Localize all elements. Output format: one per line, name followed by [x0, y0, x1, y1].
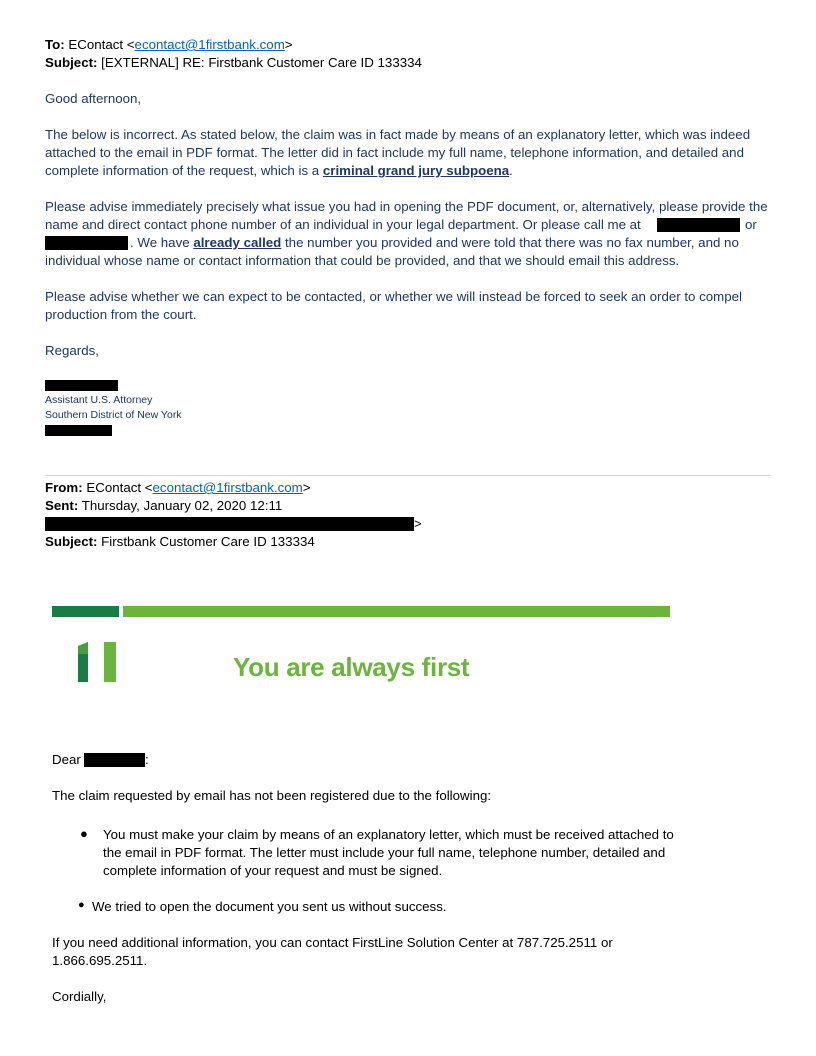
p2-line4: individual whose name or contact information that could be provided, and that we should email this address. — [45, 253, 680, 268]
from-label: From: — [45, 480, 83, 495]
dear-text: Dear — [52, 752, 81, 767]
p1-line3-end: . — [509, 163, 513, 178]
subject-text: [EXTERNAL] RE: Firstbank Customer Care ID 133334 — [101, 55, 422, 70]
p2-line2 — [45, 216, 641, 234]
original-subject-line — [45, 533, 315, 551]
redaction-signer-name — [45, 380, 118, 391]
from-email-link[interactable]: econtact@1firstbank.com — [152, 480, 303, 495]
bullet-1-line1: You must make your claim by means of an explanatory letter, which must be received attached to — [103, 827, 674, 842]
to-close: > — [284, 37, 293, 52]
signature-office: Southern District of New York — [45, 409, 182, 421]
p1-line3-text: complete information of the request, which is a — [45, 163, 323, 178]
subpoena-link[interactable]: criminal grand jury subpoena — [322, 163, 510, 178]
already-called-link[interactable]: already called — [193, 235, 282, 250]
info-line1: If you need additional information, you can contact FirstLine Solution Center at 787.725.2511 or — [52, 935, 613, 950]
p2-line2-text: name and direct contact phone number of an individual in your legal department. Or please call me at — [45, 217, 641, 232]
letter-closing: Cordially, — [52, 989, 107, 1004]
redaction-signature-extra — [45, 425, 112, 436]
sent-text: Thursday, January 02, 2020 12:11 — [81, 498, 283, 513]
from-close: > — [302, 480, 311, 495]
p1-line3 — [45, 162, 513, 180]
sent-line — [45, 497, 282, 515]
intro-line: The claim requested by email has not been registered due to the following: — [52, 788, 492, 803]
bullet-2-dot: ● — [78, 899, 85, 911]
from-name: EContact < — [86, 480, 153, 495]
info-line2: 1.866.695.2511. — [52, 953, 148, 968]
p2-line3-text: . We have — [130, 235, 194, 250]
p1-line1: The below is incorrect. As stated below, the claim was in fact made by means of an explanatory letter, which was indeed — [45, 127, 751, 142]
from-line — [45, 479, 311, 497]
closing: Regards, — [45, 343, 99, 358]
redaction-phone-1 — [657, 218, 740, 232]
signature-title: Assistant U.S. Attorney — [45, 394, 153, 406]
slogan: You are always first — [233, 652, 470, 682]
original-subject-label: Subject: — [45, 534, 98, 549]
bullet-1-line2: the email in PDF format. The letter must include your full name, telephone number, detailed and — [103, 845, 666, 860]
sent-label: Sent: — [45, 498, 79, 513]
p1-line2: attached to the email in PDF format. The letter did in fact include my full name, telephone information, and detailed and — [45, 145, 744, 160]
firstbank-logo-icon — [78, 642, 118, 685]
redaction-recipient — [45, 517, 414, 531]
brand-bar-dark — [52, 606, 119, 617]
original-subject-text: Firstbank Customer Care ID 133334 — [101, 534, 315, 549]
p3-line1: Please advise whether we can expect to be contacted, or whether we will instead be forced to seek an order to compel — [45, 289, 743, 304]
subject-line — [45, 54, 422, 72]
bullet-1-line3: complete information of your request and must be signed. — [103, 863, 443, 878]
p2-line3-end: the number you provided and were told that there was no fax number, and no — [281, 235, 739, 250]
p2-line1: Please advise immediately precisely what issue you had in opening the PDF document, or, alternatively, please provide the — [45, 199, 768, 214]
p2-line3 — [130, 234, 739, 252]
p3-line2: production from the court. — [45, 307, 197, 322]
message-divider — [45, 475, 771, 476]
bullet-2-text: We tried to open the document you sent us without success. — [92, 899, 447, 914]
redaction-addressee — [84, 753, 145, 767]
dear-colon: : — [145, 752, 149, 767]
dear-line — [52, 751, 81, 769]
redaction-phone-2 — [45, 236, 128, 250]
to-name: EContact < — [68, 37, 135, 52]
p2-line2-or: or — [745, 217, 757, 232]
to-line — [45, 36, 293, 54]
greeting: Good afternoon, — [45, 91, 142, 106]
bullet-1-dot: ● — [80, 826, 88, 841]
to-label: To: — [45, 37, 65, 52]
subject-label: Subject: — [45, 55, 98, 70]
brand-bar-light — [123, 606, 670, 617]
to-email-link[interactable]: econtact@1firstbank.com — [134, 37, 285, 52]
original-to-close: > — [414, 516, 422, 531]
